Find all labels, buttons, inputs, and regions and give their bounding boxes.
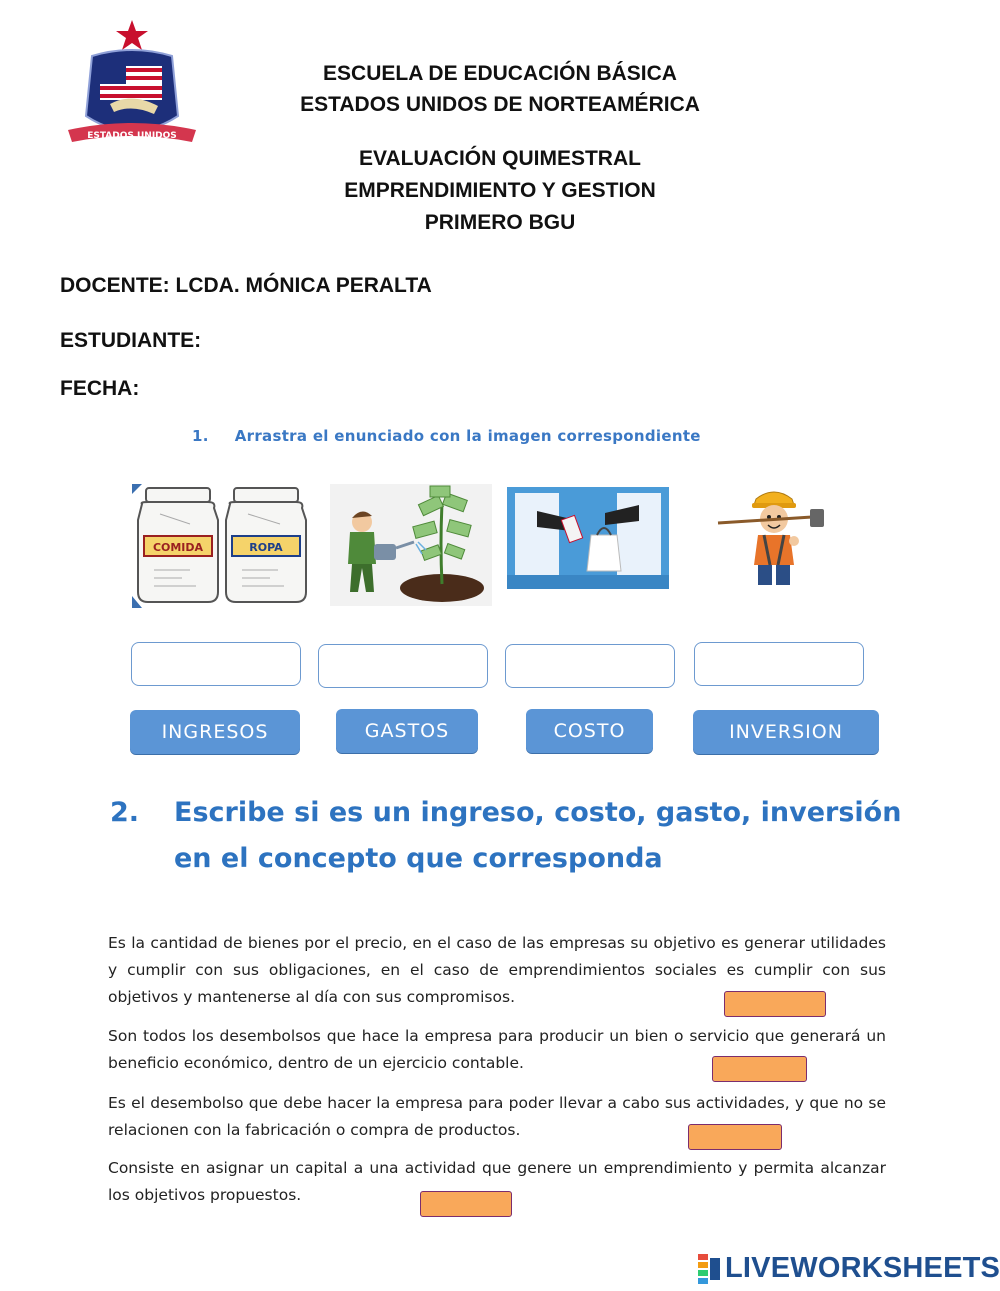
drop-target-3[interactable] [505,644,675,688]
drag-chip-gastos[interactable]: GASTOS [336,709,478,753]
question-1-text: Arrastra el enunciado con la imagen correspondiente [234,427,701,445]
liveworksheets-logo [698,1252,1000,1285]
drop-target-4[interactable] [694,642,864,686]
answer-input-4[interactable] [420,1191,512,1217]
concept-paragraph-4: Consiste en asignar un capital a una actividad que genere un emprendimiento y permita alcanzar los objetivos propuestos. [108,1159,886,1204]
subject-title: EMPRENDIMIENTO Y GESTION [344,179,656,202]
answer-input-1[interactable] [724,991,826,1017]
answer-input-3[interactable] [688,1124,782,1150]
drop-target-2[interactable] [318,644,488,688]
jar-label-ropa: ROPA [249,541,283,554]
school-name-line2: ESTADOS UNIDOS DE NORTEAMÉRICA [300,93,700,116]
question-2-title-line1: Escribe si es un ingreso, costo, gasto, inversión [174,797,902,828]
liveworksheets-text: LIVEWORKSHEETS [725,1252,1000,1284]
concept-paragraph-1: Es la cantidad de bienes por el precio, en el caso de las empresas su objetivo es generar utilidades y cumplir con sus obligaciones, en el caso de emprendimientos sociales es cumplir con sus objetivos y mantenerse al día con sus compromisos. [108,934,886,1006]
question-2-heading [110,790,901,882]
question-2-number: 2. [110,797,140,828]
teacher-label: DOCENTE: LCDA. MÓNICA PERALTA [60,274,432,297]
drop-target-1[interactable] [131,642,301,686]
concept-paragraph-2: Son todos los desembolsos que hace la empresa para producir un bien o servicio que generará un beneficio económico, dentro de un ejercicio contable. [108,1027,886,1072]
question-1-number: 1. [192,427,209,445]
school-logo [62,18,202,153]
evaluation-title: EVALUACIÓN QUIMESTRAL [359,147,641,170]
student-label: ESTUDIANTE: [60,329,202,352]
drag-chip-inversion[interactable]: INVERSION [693,710,879,754]
drag-chip-costo[interactable]: COSTO [526,709,653,753]
liveworksheets-icon [698,1254,722,1284]
question-2-title-line2: en el concepto que corresponda [174,843,663,874]
school-name-line1: ESCUELA DE EDUCACIÓN BÁSICA [323,62,677,85]
investment-plant-image [330,484,492,606]
date-label: FECHA: [60,377,140,400]
online-shopping-image [507,487,669,589]
concept-paragraph-3: Es el desembolso que debe hacer la empresa para poder llevar a cabo sus actividades, y que no se relacionen con la fabricación o compra de productos. [108,1094,886,1139]
drag-chip-ingresos[interactable]: INGRESOS [130,710,300,754]
answer-input-2[interactable] [712,1056,807,1082]
worker-image [712,485,857,590]
jars-image [130,480,312,610]
grade-title: PRIMERO BGU [424,211,576,234]
question-1-instruction [192,427,701,445]
jar-label-comida: COMIDA [152,541,204,554]
logo-ribbon-text: ESTADOS UNIDOS [87,131,177,141]
